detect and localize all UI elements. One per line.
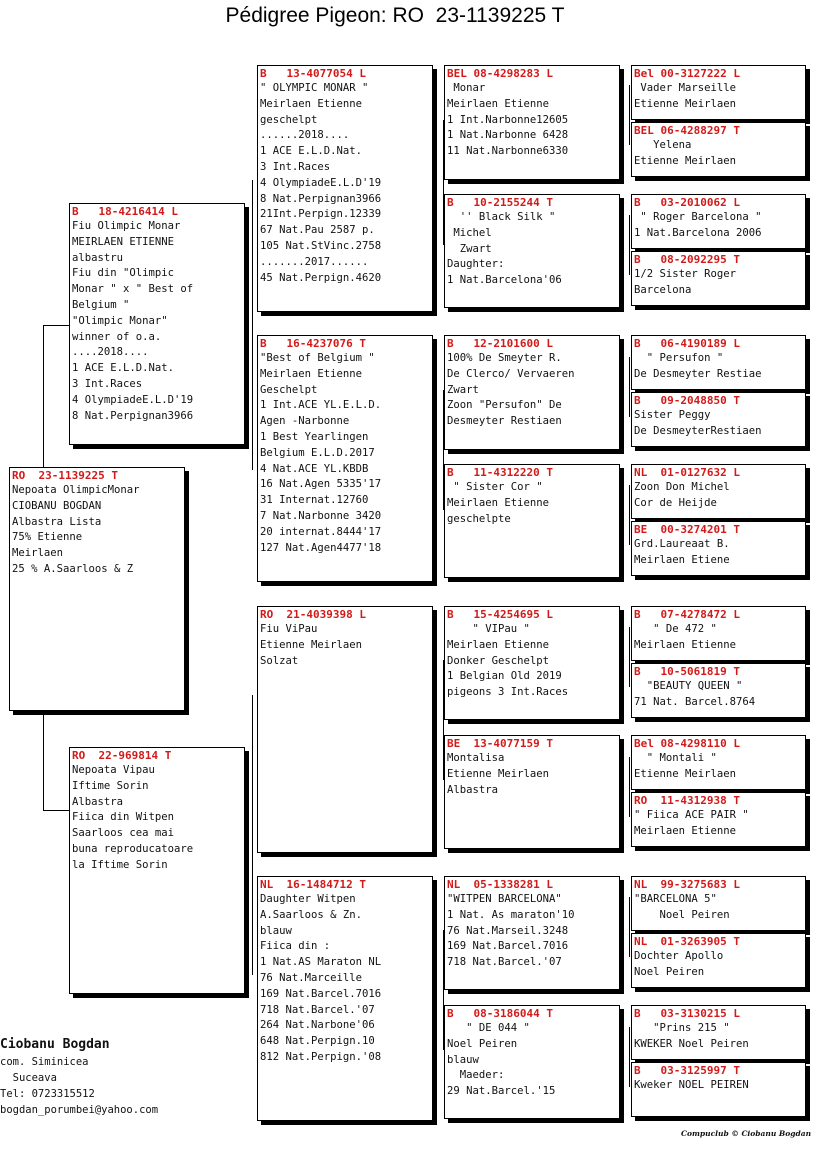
pigeon-info-line: 21Int.Perpign.12339 [260, 208, 382, 221]
pigeon-info-line: 20 internat.8444'17 [260, 525, 382, 538]
ring-number: BE 00-3274201 T [634, 523, 740, 536]
pigeon-info-line: 71 Nat. Barcel.8764 [634, 695, 756, 708]
pigeon-card-gggp-13 [631, 876, 806, 931]
pigeon-info-line: Etienne Meirlaen [260, 638, 363, 651]
ring-number: B 03-2010062 L [634, 196, 740, 209]
pigeon-info-line: " Montali " [634, 752, 717, 764]
pigeon-info-line: geschelpte [447, 512, 511, 525]
pigeon-info-line: 45 Nat.Perpign.4620 [260, 271, 382, 284]
ring-number: BEL 08-4298283 L [447, 67, 553, 80]
pigeon-info-line: 4 OlympiadeE.L.D'19 [260, 176, 382, 189]
pigeon-info-line: KWEKER Noel Peiren [634, 1037, 749, 1050]
ring-number: B 11-4312220 T [447, 466, 553, 479]
pigeon-info-line: Montalisa [447, 752, 505, 764]
pigeon-info-line: Agen -Narbonne [260, 415, 350, 428]
pigeon-card-gggp-15 [631, 1005, 806, 1060]
pigeon-info-line: De Desmeyter Restiae [634, 367, 762, 380]
pigeon-info-line: .......2017...... [260, 255, 369, 268]
pigeon-info-line: 1 ACE E.L.D.Nat. [72, 362, 175, 375]
pigeon-info-line: '' Black Silk " [447, 211, 556, 223]
ring-number: Bel 08-4298110 L [634, 737, 740, 750]
pigeon-info-line: Daughter: [447, 258, 505, 271]
pigeon-info-line: 812 Nat.Perpign.'08 [260, 1050, 382, 1063]
pigeon-info-line: Zwart [447, 383, 479, 396]
pigeon-info-line: blauw [447, 1053, 479, 1066]
pigeon-card-ssd [444, 194, 620, 308]
ring-number: B 07-4278472 L [634, 608, 740, 621]
pigeon-info-line: ......2018.... [260, 129, 350, 142]
pigeon-info-line: Cor de Heijde [634, 496, 717, 509]
breeder-name: Ciobanu Bogdan [0, 1037, 110, 1052]
ring-number: B 12-2101600 L [447, 337, 553, 350]
pigeon-info-line: 67 Nat.Pau 2587 p. [260, 224, 375, 237]
pigeon-card-sds [444, 335, 620, 450]
pigeon-info-line: 4 Nat.ACE YL.KBDB [260, 462, 369, 475]
pigeon-info-line: 1/2 Sister Roger [634, 268, 737, 280]
ring-number: Bel 00-3127222 L [634, 67, 740, 80]
pigeon-info-line: " DE 044 " [447, 1022, 530, 1034]
pigeon-info-line: 169 Nat.Barcel.7016 [447, 940, 569, 953]
ring-number: NL 99-3275683 L [634, 878, 740, 891]
pigeon-info-line: "Olimpic Monar" [72, 314, 168, 327]
pigeon-card-dam-dam [257, 876, 433, 1121]
pigeon-card-gggp-1 [631, 65, 806, 120]
pigeon-info-line: 718 Nat.Barcel.'07 [260, 1003, 375, 1016]
pigeon-info-line: Saarloos cea mai [72, 827, 175, 840]
pigeon-info-line: Barcelona [634, 283, 692, 296]
ring-number: RO 23-1139225 T [12, 469, 118, 482]
footer-credit: Compuclub © Ciobanu Bogdan [681, 1129, 812, 1138]
pigeon-info-line: 3 Int.Races [72, 377, 143, 390]
connector-line [43, 325, 69, 326]
pigeon-info-line: Sister Peggy [634, 409, 711, 421]
pigeon-info-line: winner of o.a. [72, 330, 162, 343]
ring-number: NL 05-1338281 L [447, 878, 553, 891]
pigeon-info-line: " OLYMPIC MONAR " [260, 82, 369, 94]
ring-number: BEL 06-4288297 T [634, 124, 740, 137]
connector-line [43, 810, 69, 811]
pigeon-card-gggp-12 [631, 792, 806, 847]
pigeon-info-line: Donker Geschelpt [447, 654, 550, 667]
pigeon-info-line: geschelpt [260, 113, 318, 126]
pigeon-card-dam [69, 747, 245, 994]
pigeon-info-line: Fiu ViPau [260, 623, 318, 635]
pigeon-info-line: Meirlaen Etienne [634, 824, 737, 837]
connector-line [629, 1027, 630, 1087]
connector-line [629, 215, 630, 275]
pigeon-info-line: A.Saarloos & Zn. [260, 908, 363, 921]
pigeon-card-gggp-5 [631, 335, 806, 390]
ring-number: B 08-3186044 T [447, 1007, 553, 1020]
pigeon-info-line: 75% Etienne [12, 531, 83, 544]
ring-number: B 03-3125997 T [634, 1064, 740, 1077]
pigeon-info-line: 3 Int.Races [260, 160, 331, 173]
pigeon-info-line: Meirlaen Etienne [260, 97, 363, 110]
pigeon-info-line: 127 Nat.Agen4477'18 [260, 541, 382, 554]
pigeon-info-line: Albastra [72, 795, 124, 808]
pigeon-info-line: 1 Nat.Barcelona 2006 [634, 226, 762, 239]
pigeon-info-line: Belgium " [72, 298, 130, 311]
pigeon-card-gggp-14 [631, 933, 806, 988]
pigeon-info-line: Daughter Witpen [260, 893, 356, 905]
pigeon-info-line: Etienne Meirlaen [634, 154, 737, 167]
breeder-email: bogdan_porumbei@yahoo.com [0, 1104, 159, 1116]
pigeon-card-gggp-11 [631, 735, 806, 790]
pigeon-info-line: 1 Nat.Barcelona'06 [447, 274, 562, 287]
ring-number: B 18-4216414 L [72, 205, 178, 218]
pigeon-card-gggp-9 [631, 606, 806, 661]
pigeon-info-line: Meirlaen Etienne [634, 638, 737, 651]
connector-line [252, 180, 253, 470]
pigeon-info-line: 1 Int.ACE YL.E.L.D. [260, 399, 382, 412]
pigeon-card-gggp-10 [631, 663, 806, 718]
pigeon-info-line: 7 Nat.Narbonne 3420 [260, 509, 382, 522]
pigeon-info-line: Noel Peiren [634, 908, 730, 921]
ring-number: B 10-5061819 T [634, 665, 740, 678]
pigeon-info-line: Maeder: [447, 1069, 505, 1082]
ring-number: BE 13-4077159 T [447, 737, 553, 750]
pigeon-info-line: 1 ACE E.L.D.Nat. [260, 145, 363, 158]
pigeon-info-line: Zwart [447, 242, 492, 255]
pigeon-info-line: Meirlaen Etienne [447, 496, 550, 509]
pigeon-info-line: " De 472 " [634, 623, 717, 635]
pigeon-card-gggp-8 [631, 521, 806, 576]
ring-number: B 16-4237076 T [260, 337, 366, 350]
pigeon-card-dds [444, 876, 620, 990]
pigeon-info-line: 1 Best Yearlingen [260, 430, 369, 443]
pigeon-info-line: Nepoata OlimpicMonar [12, 484, 140, 496]
page-title: Pédigree Pigeon: RO 23-1139225 T [225, 4, 565, 27]
pigeon-info-line: " Fiica ACE PAIR " [634, 809, 749, 821]
pigeon-info-line: De DesmeyterRestiaen [634, 424, 762, 437]
pigeon-info-line: Meirlaen Etienne [447, 638, 550, 651]
pigeon-card-gggp-4 [631, 251, 806, 306]
ring-number: B 09-2048850 T [634, 394, 740, 407]
pigeon-info-line: 76 Nat.Marseil.3248 [447, 924, 569, 937]
pigeon-info-line: 105 Nat.StVinc.2758 [260, 239, 382, 252]
pigeon-info-line: Iftime Sorin [72, 779, 149, 792]
pigeon-info-line: Fiica din Witpen [72, 811, 175, 824]
pigeon-info-line: " VIPau " [447, 623, 530, 635]
pigeon-info-line: Etienne Meirlaen [634, 97, 737, 110]
pigeon-info-line: Solzat [260, 654, 299, 667]
pigeon-info-line: Nepoata Vipau [72, 764, 155, 776]
pigeon-info-line: 11 Nat.Narbonne6330 [447, 145, 569, 158]
pigeon-info-line: Zoon Don Michel [634, 481, 730, 493]
pigeon-info-line: 1 Belgian Old 2019 [447, 670, 562, 683]
pigeon-info-line: Albastra [447, 783, 499, 796]
pigeon-info-line: Monar [447, 82, 486, 94]
pigeon-info-line: 8 Nat.Perpignan3966 [260, 192, 382, 205]
pigeon-info-line: buna reproducatoare [72, 842, 194, 855]
breeder-city: Suceava [0, 1072, 57, 1084]
pigeon-info-line: 1 Nat. As maraton'10 [447, 908, 575, 921]
pigeon-info-line: " Sister Cor " [447, 481, 543, 493]
pigeon-card-gggp-7 [631, 464, 806, 519]
pigeon-card-sire-sire [257, 65, 433, 312]
connector-line [629, 757, 630, 817]
pigeon-info-line: Meirlaen Etiene [634, 553, 730, 566]
pigeon-info-line: Noel Peiren [634, 965, 705, 978]
pigeon-info-line: Grd.Laureaat B. [634, 538, 730, 550]
ring-number: B 08-2092295 T [634, 253, 740, 266]
connector-line [629, 897, 630, 957]
pigeon-info-line: 8 Nat.Perpignan3966 [72, 409, 194, 422]
ring-number: RO 11-4312938 T [634, 794, 740, 807]
pigeon-info-line: 718 Nat.Barcel.'07 [447, 956, 562, 969]
ring-number: B 15-4254695 L [447, 608, 553, 621]
pigeon-info-line: pigeons 3 Int.Races [447, 686, 569, 699]
ring-number: NL 16-1484712 T [260, 878, 366, 891]
pigeon-info-line: 1 Nat.AS Maraton NL [260, 956, 382, 969]
connector-line [629, 85, 630, 145]
pigeon-card-gggp-16 [631, 1062, 806, 1117]
pigeon-info-line: 25 % A.Saarloos & Z [12, 562, 134, 575]
pigeon-card-sss [444, 65, 620, 180]
pigeon-info-line: "BARCELONA 5" [634, 893, 717, 905]
ring-number: RO 22-969814 T [72, 749, 172, 762]
pigeon-info-line: MEIRLAEN ETIENNE [72, 235, 175, 248]
pigeon-info-line: Fiu Olimpic Monar [72, 220, 181, 232]
pigeon-card-subject [9, 467, 185, 711]
pigeon-info-line: "Best of Belgium " [260, 352, 375, 364]
pigeon-info-line: 1 Nat.Narbonne 6428 [447, 129, 569, 142]
pigeon-info-line: "WITPEN BARCELONA" [447, 893, 562, 905]
pigeon-info-line: 16 Nat.Agen 5335'17 [260, 478, 382, 491]
pigeon-info-line: Etienne Meirlaen [634, 767, 737, 780]
breeder-phone: Tel: 0723315512 [0, 1088, 95, 1100]
pigeon-info-line: 100% De Smeyter R. [447, 352, 562, 364]
connector-line [629, 357, 630, 417]
ring-number: B 13-4077054 L [260, 67, 366, 80]
ring-number: NL 01-3263905 T [634, 935, 740, 948]
ring-number: NL 01-0127632 L [634, 466, 740, 479]
connector-line [43, 711, 44, 811]
pigeon-card-gggp-2 [631, 122, 806, 177]
ring-number: RO 21-4039398 L [260, 608, 366, 621]
pigeon-info-line: 29 Nat.Barcel.'15 [447, 1085, 556, 1098]
pigeon-info-line: Zoon "Persufon" De [447, 399, 562, 412]
pigeon-info-line: Etienne Meirlaen [447, 767, 550, 780]
pigeon-info-line: Meirlaen Etienne [447, 97, 550, 110]
pigeon-info-line: Vader Marseille [634, 82, 737, 94]
pigeon-info-line: 31 Internat.12760 [260, 494, 369, 507]
pigeon-info-line: CIOBANU BOGDAN [12, 499, 102, 512]
pigeon-info-line: 264 Nat.Narbone'06 [260, 1019, 375, 1032]
pigeon-info-line: Fiica din : [260, 940, 331, 953]
pigeon-info-line: Belgium E.L.D.2017 [260, 446, 375, 459]
pigeon-card-sire [69, 203, 245, 445]
pigeon-info-line: "BEAUTY QUEEN " [634, 680, 743, 692]
pigeon-info-line: Kweker NOEL PEIREN [634, 1079, 749, 1091]
pigeon-info-line: la Iftime Sorin [72, 858, 168, 871]
pigeon-info-line: Yelena [634, 139, 692, 151]
pigeon-info-line: ....2018.... [72, 346, 149, 359]
pigeon-info-line: " Roger Barcelona " [634, 211, 762, 223]
breeder-address: com. Siminicea [0, 1056, 89, 1068]
pigeon-info-line: Geschelpt [260, 383, 318, 396]
pigeon-card-sire-dam [257, 335, 433, 582]
ring-number: B 03-3130215 L [634, 1007, 740, 1020]
pigeon-info-line: Dochter Apollo [634, 950, 724, 962]
pigeon-info-line: Meirlaen Etienne [260, 367, 363, 380]
pigeon-info-line: Meirlaen [12, 547, 64, 560]
pigeon-card-gggp-3 [631, 194, 806, 249]
connector-line [629, 485, 630, 545]
pigeon-info-line: 4 OlympiadeE.L.D'19 [72, 393, 194, 406]
pigeon-card-sdd [444, 464, 620, 578]
pigeon-card-dsd [444, 735, 620, 849]
pigeon-info-line: Monar " x " Best of [72, 283, 194, 296]
pigeon-info-line: "Prins 215 " [634, 1022, 730, 1034]
pigeon-info-line: Michel [447, 226, 492, 239]
pigeon-info-line: " Persufon " [634, 352, 724, 364]
connector-line [43, 325, 44, 468]
pigeon-info-line: 169 Nat.Barcel.7016 [260, 987, 382, 1000]
pigeon-info-line: 76 Nat.Marceille [260, 971, 363, 984]
pigeon-info-line: 648 Nat.Perpign.10 [260, 1035, 375, 1048]
pigeon-info-line: 1 Int.Narbonne12605 [447, 113, 569, 126]
pigeon-card-gggp-6 [631, 392, 806, 447]
pigeon-info-line: albastru [72, 251, 124, 264]
ring-number: B 06-4190189 L [634, 337, 740, 350]
connector-line [629, 627, 630, 687]
pigeon-info-line: Fiu din "Olimpic [72, 267, 175, 280]
pigeon-card-ddd [444, 1005, 620, 1119]
ring-number: B 10-2155244 T [447, 196, 553, 209]
pigeon-info-line: Noel Peiren [447, 1037, 518, 1050]
pigeon-card-dam-sire [257, 606, 433, 853]
pigeon-info-line: Albastra Lista [12, 515, 102, 528]
connector-line [252, 695, 253, 975]
pigeon-info-line: Desmeyter Restiaen [447, 415, 562, 428]
pigeon-card-dss [444, 606, 620, 720]
pigeon-info-line: De Clerco/ Vervaeren [447, 367, 575, 380]
pigeon-info-line: blauw [260, 924, 292, 937]
breeder-info [0, 1036, 158, 1118]
